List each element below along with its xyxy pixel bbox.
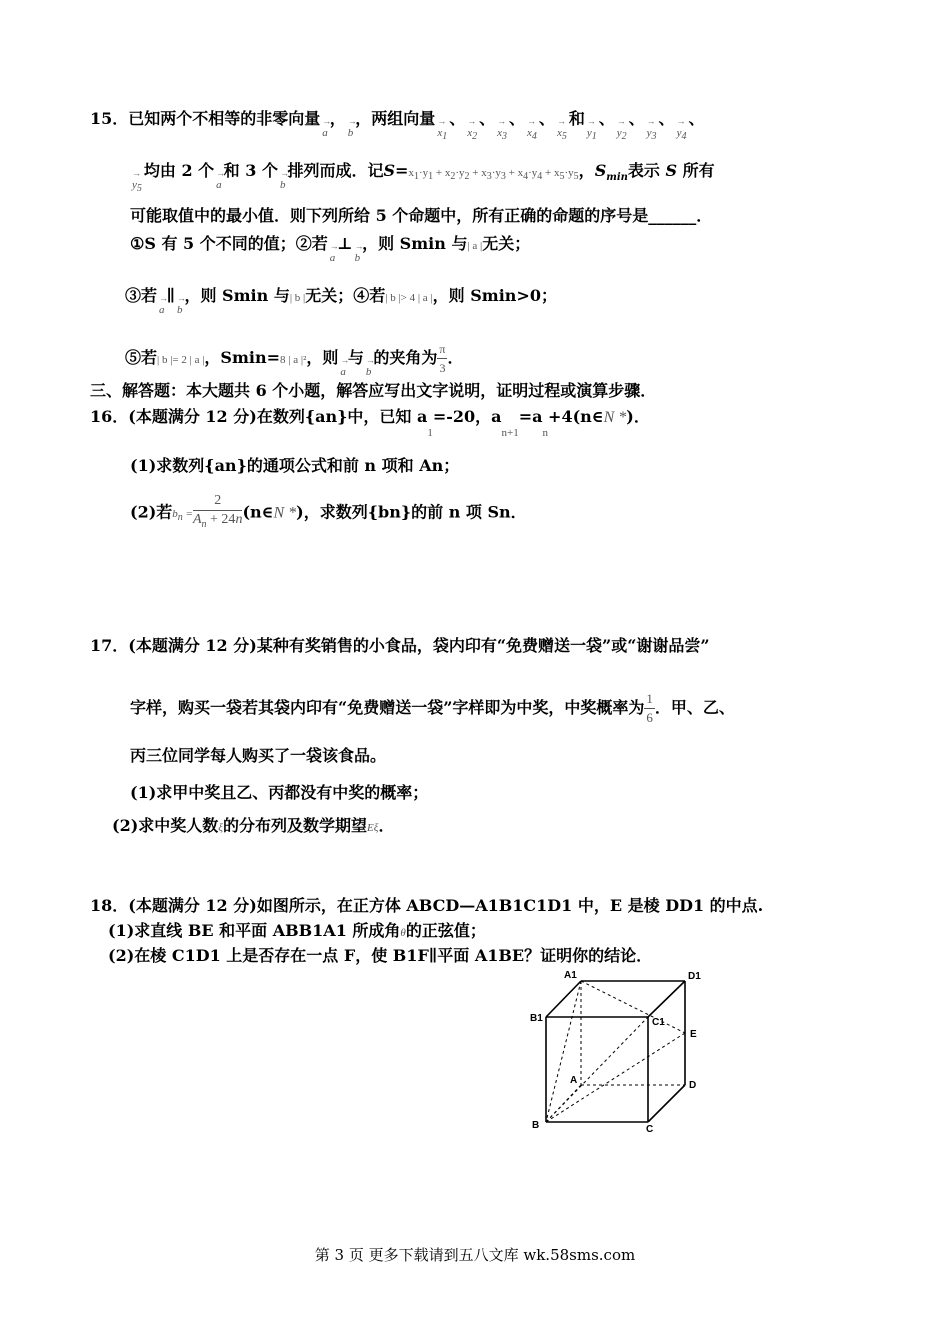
vec-a5: → a xyxy=(340,361,346,383)
vec-b2: → b xyxy=(280,174,286,196)
q15-line4: ①S 有 5 个不同的值；②若→ a⊥→ b，则 Smin 与| a |无关； xyxy=(130,233,530,269)
q17-part1: (1)求甲中奖且乙、丙都没有中奖的概率； xyxy=(130,783,429,802)
prob-one-sixth: $\frac{1}{6}$ xyxy=(646,691,653,725)
label-c1: C1 xyxy=(652,1017,665,1028)
page-footer: 第 3 页 更多下载请到五八文库 wk.58sms.com xyxy=(314,1246,636,1264)
vec-x5: → $x_5$ xyxy=(557,122,567,148)
q15-line6 xyxy=(125,340,464,383)
vec-b3: → b xyxy=(355,247,361,269)
q16-title-c: =a xyxy=(518,407,543,426)
q18-line1: 18．(本题满分 12 分)如图所示，在正方体 ABCD—A1B1C1D1 中，E 是棱 DD1 的中点. xyxy=(90,896,764,915)
q16-title-a: 16．(本题满分 12 分)在数列{an}中，已知 a xyxy=(90,407,428,426)
q15-l6e: 的夹角为 xyxy=(373,348,438,367)
q15-text-b: ，两组向量 xyxy=(355,109,436,128)
q15-l2a: 均由 2 个 xyxy=(143,161,215,180)
q17-l2: 字样，购买一袋若其袋内印有“免费赠送一袋”字样即为中奖，中奖概率为 xyxy=(130,698,645,717)
vec-x4: → $x_4$ xyxy=(527,122,537,148)
q16-p2c: )，求数列{bn}的前 n 项 Sn． xyxy=(296,502,527,522)
q17-part2: (2)求中奖人数ξ的分布列及数学期望Eξ． xyxy=(112,816,395,835)
q18-part2: (2)在棱 C1D1 上是否存在一点 F，使 B1F∥平面 A1BE？证明你的结论． xyxy=(108,946,653,965)
q15-l6b: ，Smin= xyxy=(204,348,281,367)
vec-a4: → a xyxy=(159,299,165,321)
vec-x1: → $x_1$ xyxy=(437,122,447,148)
q15-l2d: 表示 xyxy=(627,161,660,180)
q16-title-d: +4(n∈ xyxy=(548,407,604,426)
vec-y3: → $y_3$ xyxy=(647,122,657,148)
q15-line5: ③若→ a∥→ b，则 Smin 与| b |无关；④若| b |> 4 | a |，则 Smin>0； xyxy=(125,285,557,321)
label-b: B xyxy=(532,1120,540,1131)
vec-a3: → a xyxy=(330,247,336,269)
q15-l6: ⑤若 xyxy=(125,348,158,367)
q15-text-c: 和 xyxy=(568,109,585,128)
label-e: E xyxy=(690,1029,697,1040)
q15-l6c: ，则 xyxy=(306,348,339,367)
label-d1: D1 xyxy=(688,971,701,982)
q16-part2: (2)若$b_n$ = $\frac{2}{A_n + 24n}$ (n∈N *)，求数列{bn}的前 n 项 Sn． xyxy=(130,492,527,534)
vec-y1: → $y_1$ xyxy=(587,122,597,148)
q15-l6f: ． xyxy=(447,348,464,367)
q17-p2a: (2)求中奖人数 xyxy=(112,816,219,835)
q15-line3: 可能取值中的最小值．则下列所给 5 个命题中，所有正确的命题的序号是______． xyxy=(130,206,713,225)
q15-l2b: 和 3 个 xyxy=(223,161,278,180)
label-d: D xyxy=(689,1080,697,1091)
pi-over-3: $\frac{\pi}{3}$ xyxy=(439,342,446,375)
bn-fraction: $\frac{2}{A_n + 24n}$ xyxy=(192,493,243,530)
abs-b: | b | xyxy=(289,292,306,304)
q15-l2c: 排列而成．记 xyxy=(287,161,384,180)
q15-l5d: ，则 Smin>0； xyxy=(432,286,557,305)
vec-b4: → b xyxy=(177,299,183,321)
q15-l5b: ，则 Smin 与 xyxy=(184,286,290,305)
q15-l5c: 无关；④若 xyxy=(305,286,386,305)
q15-l2e: 所有 xyxy=(682,161,715,180)
q15-l4c: 无关； xyxy=(482,234,531,253)
q17-l2b: ．甲、乙、 xyxy=(654,698,735,717)
vec-y4: → $y_4$ xyxy=(677,122,687,148)
q16-p2b: (n∈ xyxy=(242,502,274,522)
q17-line2 xyxy=(130,690,735,727)
vec-a2: → a xyxy=(216,174,222,196)
label-b1: B1 xyxy=(530,1013,543,1024)
q15-l5: ③若 xyxy=(125,286,158,305)
vec-a: → a xyxy=(322,122,328,144)
label-c: C xyxy=(646,1124,654,1135)
q18-part1: (1)求直线 BE 和平面 ABB1A1 所成角θ的正弦值； xyxy=(108,921,486,940)
q15-text: 15．已知两个不相等的非零向量 xyxy=(90,109,321,128)
vec-x3: → $x_3$ xyxy=(497,122,507,148)
q16-title-b: =-20，a xyxy=(432,407,502,426)
vec-x2: → $x_2$ xyxy=(467,122,477,148)
q15-l6d: 与 xyxy=(347,348,364,367)
cond-b-eq-2a: | b |= 2 | a | xyxy=(157,354,205,366)
q17-line3: 丙三位同学每人购买了一袋该食品。 xyxy=(130,746,387,765)
q16-title-e: )． xyxy=(626,407,650,426)
q15-l4: ①S 有 5 个不同的值；②若 xyxy=(130,234,328,253)
vec-y5: → $y_5$ xyxy=(132,174,142,200)
q15-line2: → $y_5$均由 2 个→ a和 3 个→ b排列而成．记$S=x_1\cdot y_1 + x_2\cdot y_2 + x_3\cdot y_3 + x_4\cdot y_4 + x_5\cdot y_5$，$S_{min}$表示 S 所有 xyxy=(130,160,715,200)
smin-value: 8 | a |² xyxy=(280,354,307,366)
s-sum-expression: $x_1\cdot y_1 + x_2\cdot y_2 + x_3\cdot y_3 + x_4\cdot y_4 + x_5\cdot y_5$ xyxy=(408,167,579,183)
abs-a: | a | xyxy=(467,240,483,252)
section-3-heading: 三、解答题：本大题共 6 个小题，解答应写出文字说明，证明过程或演算步骤． xyxy=(90,381,657,400)
q16-title: 16．(本题满分 12 分)在数列{an}中，已知 $a_1=-20$，$a_{n+1}=a_n+4(n\in N$ *)． xyxy=(90,407,650,439)
q16-p2a: (2)若 xyxy=(130,502,173,522)
vec-b: → b xyxy=(348,122,354,144)
label-a1: A1 xyxy=(564,970,577,981)
label-a: A xyxy=(570,1075,578,1086)
q17-line1: 17．(本题满分 12 分)某种有奖销售的小食品，袋内印有“免费赠送一袋”或“谢谢品尝” xyxy=(90,636,710,655)
cube-figure xyxy=(528,965,728,1135)
q17-p2b: 的分布列及数学期望 xyxy=(223,816,368,835)
q16-part1: (1)求数列{an}的通项公式和前 n 项和 An； xyxy=(130,456,460,475)
q15-l4b: ，则 Smin 与 xyxy=(362,234,468,253)
q17-p2c: ． xyxy=(378,816,395,835)
q18-p1a: (1)求直线 BE 和平面 ABB1A1 所成角 xyxy=(108,921,401,940)
q18-p1b: 的正弦值； xyxy=(405,921,486,940)
vec-y2: → $y_2$ xyxy=(617,122,627,148)
cond-b-gt-4a: | b |> 4 | a | xyxy=(385,292,433,304)
vec-b5: → b xyxy=(366,361,372,383)
q15-line1: 15．已知两个不相等的非零向量→ a，→ b，两组向量→ $x_1$、→ $x_2$、→ $x_3$、→ $x_4$、→ $x_5$和→ $y_1$、→ $y_2$、→ $y_3$、→ $y_4$、 xyxy=(90,108,704,148)
